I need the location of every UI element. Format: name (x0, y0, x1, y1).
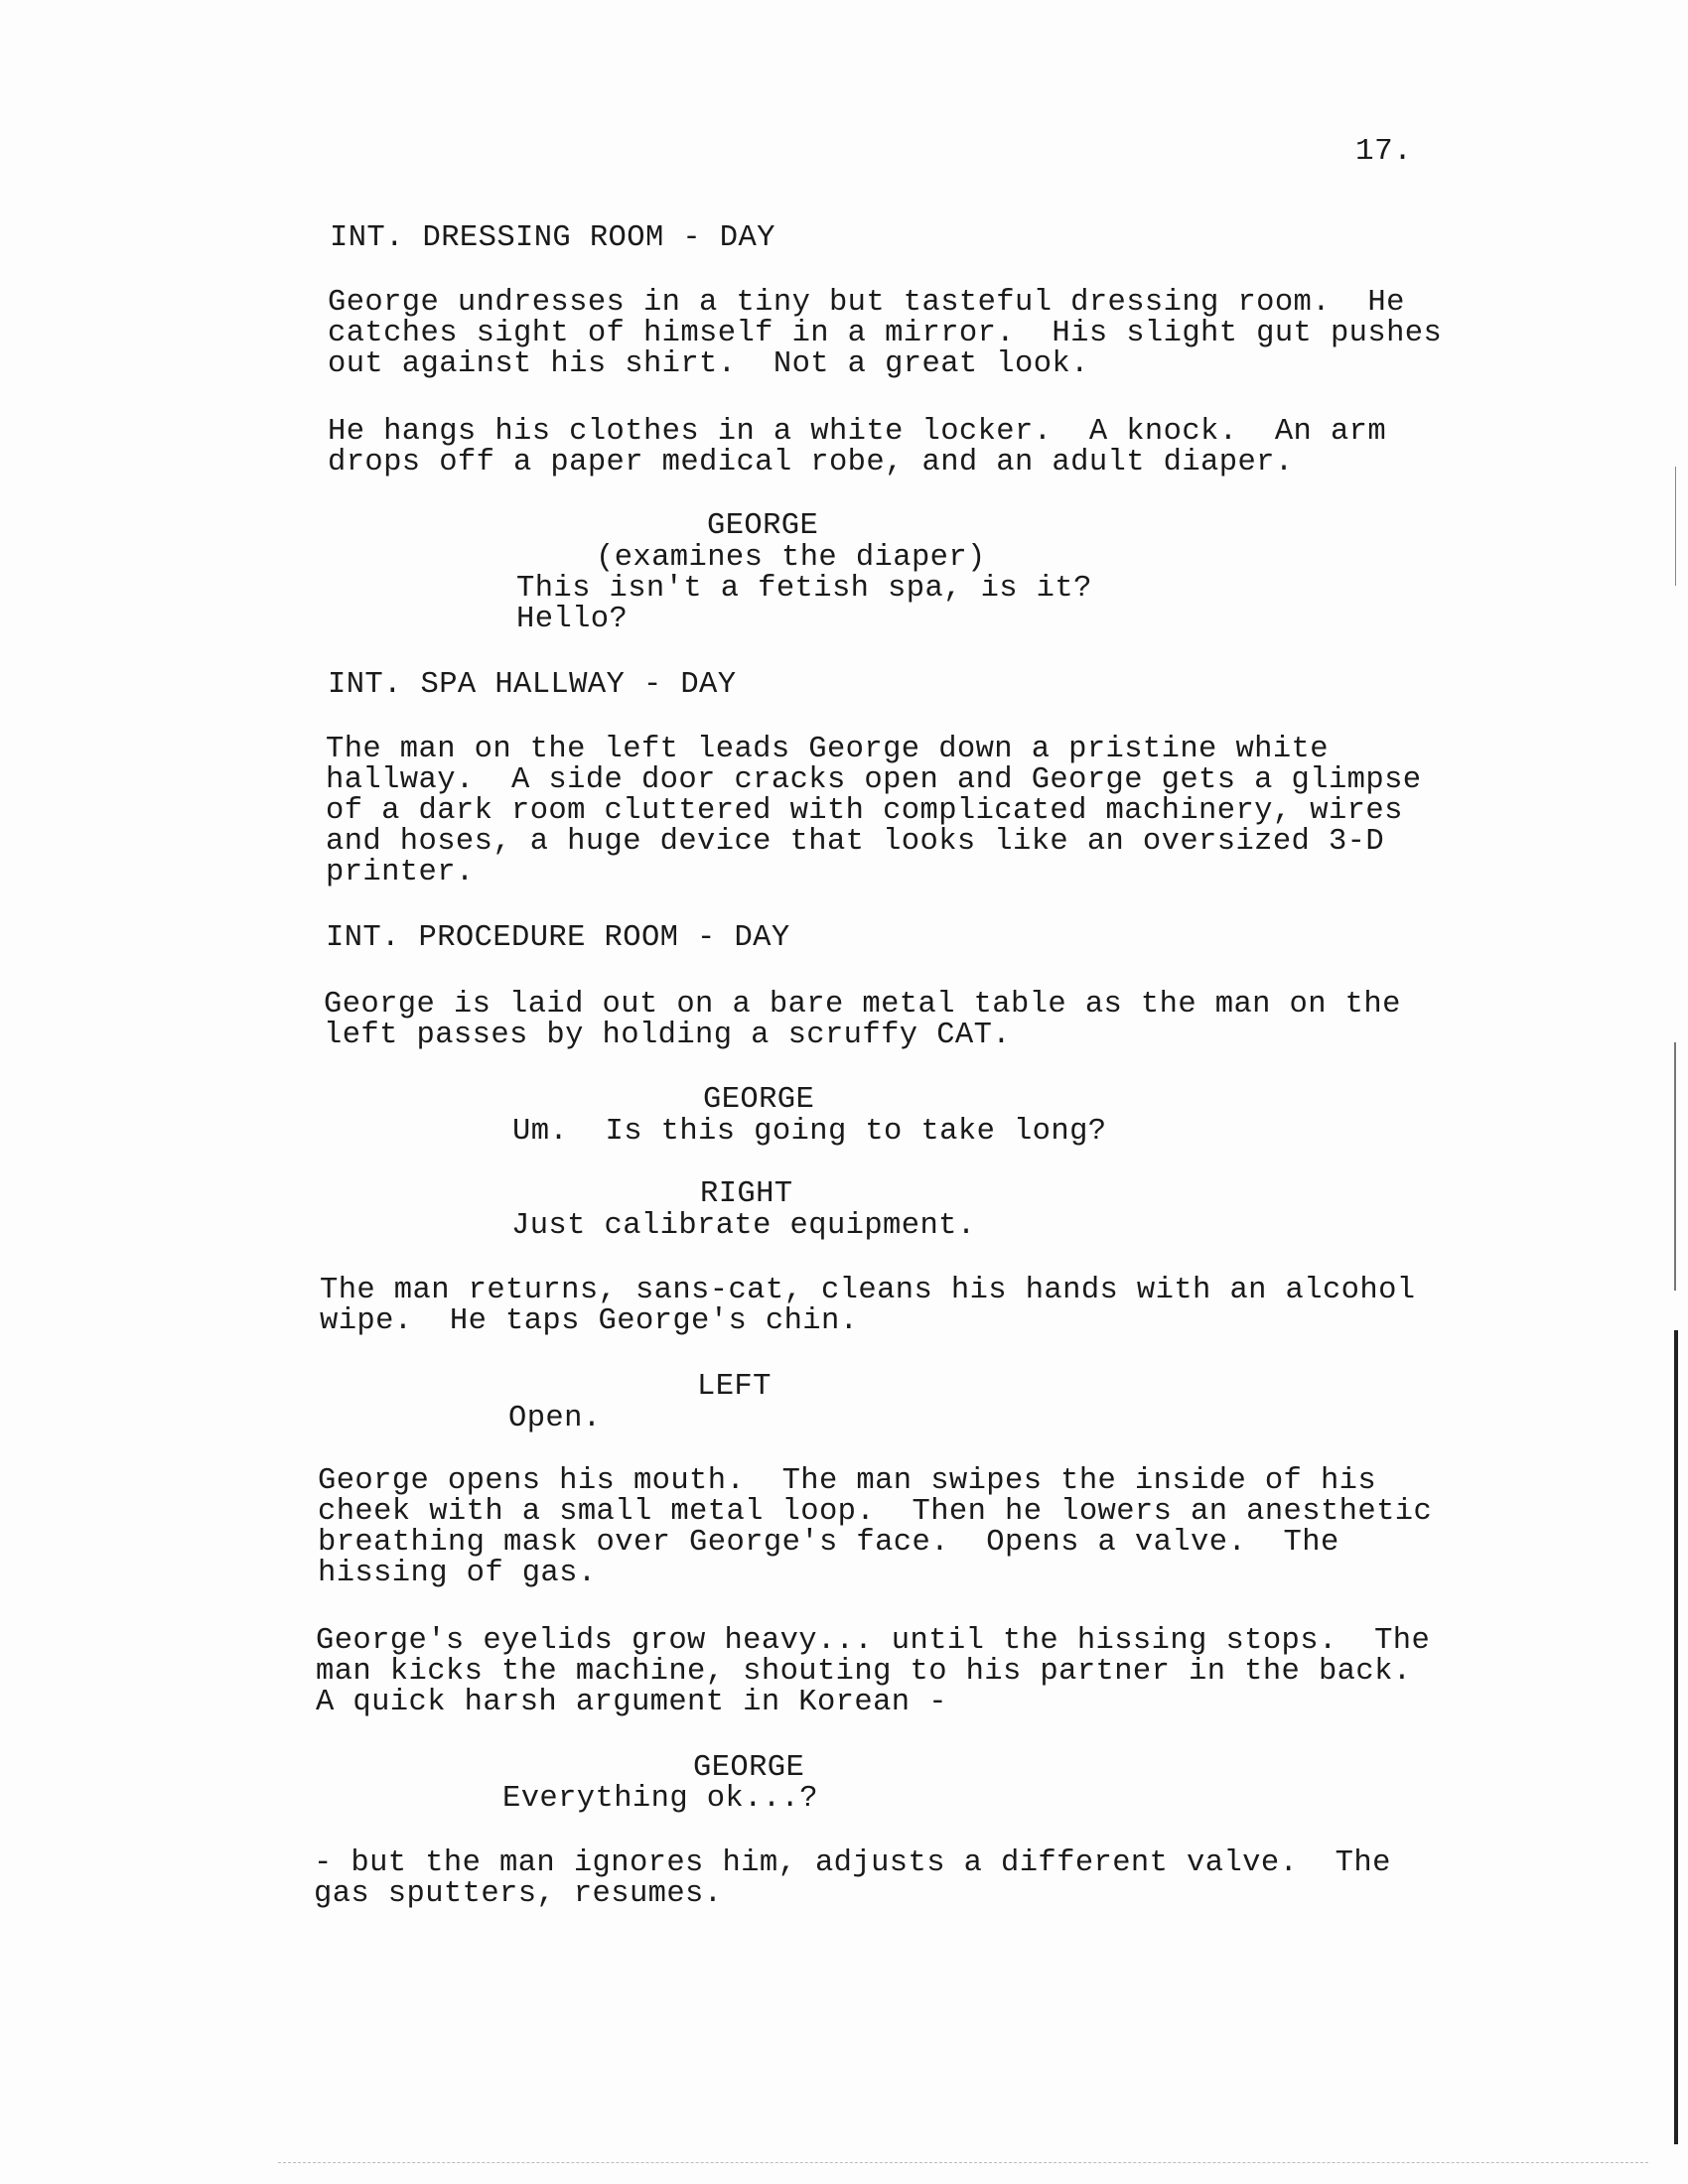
parenthetical-examines-diaper: (examines the diaper) (596, 541, 986, 575)
action-metal-table: George is laid out on a bare metal table as the man on the left passes by holding a scruffy CAT. (324, 988, 1401, 1052)
scan-edge-mark (1675, 467, 1676, 586)
character-cue-left: LEFT (697, 1370, 772, 1404)
action-man-returns: The man returns, sans-cat, cleans his hands with an alcohol wipe. He taps George's chin. (320, 1274, 1416, 1338)
action-cheek-swab: George opens his mouth. The man swipes the inside of his cheek with a small metal loop. Then he lowers an anesthetic breathing mask over George's face. Opens a valve. The hissing of gas. (318, 1464, 1433, 1590)
dialogue-calibrate-equipment: Just calibrate equipment. (511, 1209, 976, 1243)
character-cue-george: GEORGE (707, 509, 819, 543)
dialogue-open: Open. (508, 1402, 602, 1435)
action-eyelids-heavy: George's eyelids grow heavy... until the hissing stops. The man kicks the machine, shouting to his partner in the back. A quick harsh argument in Korean - (316, 1624, 1431, 1719)
scan-edge-line (1674, 1330, 1678, 2144)
scan-edge-mark (1674, 1042, 1676, 1291)
dialogue-everything-ok: Everything ok...? (502, 1782, 818, 1816)
action-hangs-clothes: He hangs his clothes in a white locker. A knock. An arm drops off a paper medical robe, and an adult diaper. (328, 415, 1387, 479)
scene-heading-spa-hallway: INT. SPA HALLWAY - DAY (328, 668, 737, 702)
dialogue-take-long: Um. Is this going to take long? (512, 1115, 1107, 1149)
action-hallway: The man on the left leads George down a pristine white hallway. A side door cracks open and George gets a glimpse of a dark room cluttered with complicated machinery, wires and hoses, a huge device that looks like an oversized 3-D printer. (326, 733, 1422, 889)
character-cue-right: RIGHT (700, 1177, 793, 1211)
character-cue-george: GEORGE (703, 1083, 815, 1117)
character-cue-george: GEORGE (693, 1751, 805, 1785)
scene-heading-dressing-room: INT. DRESSING ROOM - DAY (330, 221, 775, 255)
scan-bottom-edge (278, 2162, 1648, 2164)
action-george-undresses: George undresses in a tiny but tasteful dressing room. He catches sight of himself in a mirror. His slight gut pushes out against his shirt. Not a great look. (328, 286, 1443, 381)
scene-heading-procedure-room: INT. PROCEDURE ROOM - DAY (326, 921, 790, 955)
dialogue-fetish-spa: This isn't a fetish spa, is it? Hello? (516, 572, 1092, 636)
action-man-ignores: - but the man ignores him, adjusts a different valve. The gas sputters, resumes. (314, 1846, 1391, 1911)
page-number: 17. (1355, 134, 1413, 169)
